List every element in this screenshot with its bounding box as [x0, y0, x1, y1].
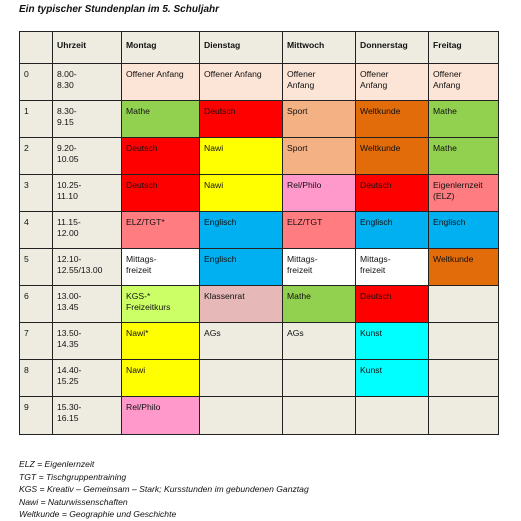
cell-wednesday: Rel/Philo — [283, 175, 356, 212]
period-number: 5 — [20, 249, 53, 286]
period-number: 9 — [20, 397, 53, 435]
cell-wednesday: AGs — [283, 323, 356, 360]
cell-wednesday: ELZ/TGT — [283, 212, 356, 249]
page-title: Ein typischer Stundenplan im 5. Schuljahr — [19, 4, 220, 15]
cell-wednesday — [283, 397, 356, 435]
cell-monday: Deutsch — [122, 175, 200, 212]
cell-friday: Weltkunde — [429, 249, 499, 286]
cell-tuesday: Englisch — [200, 212, 283, 249]
period-time: 10.25- 11.10 — [53, 175, 122, 212]
cell-friday — [429, 397, 499, 435]
legend-item: ELZ = Eigenlernzeit — [19, 459, 95, 469]
table-row — [20, 138, 499, 175]
cell-friday: Offener Anfang — [429, 64, 499, 101]
period-number: 8 — [20, 360, 53, 397]
cell-wednesday: Mittags- freizeit — [283, 249, 356, 286]
table-row — [20, 101, 499, 138]
period-time: 8.00- 8.30 — [53, 64, 122, 101]
cell-friday: Englisch — [429, 212, 499, 249]
cell-thursday: Kunst — [356, 360, 429, 397]
table-row — [20, 175, 499, 212]
cell-wednesday: Sport — [283, 138, 356, 175]
period-time: 15.30- 16.15 — [53, 397, 122, 435]
cell-tuesday: Klassenrat — [200, 286, 283, 323]
cell-monday: Nawi — [122, 360, 200, 397]
cell-tuesday: AGs — [200, 323, 283, 360]
table-row — [20, 249, 499, 286]
cell-thursday: Kunst — [356, 323, 429, 360]
period-time: 12.10- 12.55/13.00 — [53, 249, 122, 286]
cell-tuesday: Deutsch — [200, 101, 283, 138]
period-time: 14.40- 15.25 — [53, 360, 122, 397]
table-row — [20, 64, 499, 101]
cell-monday: Rel/Philo — [122, 397, 200, 435]
cell-wednesday: Sport — [283, 101, 356, 138]
period-time: 11.15- 12.00 — [53, 212, 122, 249]
period-number: 6 — [20, 286, 53, 323]
table-row — [20, 323, 499, 360]
header-time: Uhrzeit — [53, 32, 122, 64]
period-time: 8.30- 9.15 — [53, 101, 122, 138]
period-number: 1 — [20, 101, 53, 138]
cell-tuesday: Englisch — [200, 249, 283, 286]
period-number: 3 — [20, 175, 53, 212]
header-row — [20, 32, 499, 64]
cell-thursday: Deutsch — [356, 286, 429, 323]
header-wednesday: Mittwoch — [283, 32, 356, 64]
legend-item: Nawi = Naturwissenschaften — [19, 496, 128, 507]
cell-friday — [429, 286, 499, 323]
legend — [19, 458, 309, 521]
table-row — [20, 397, 499, 435]
cell-friday — [429, 360, 499, 397]
period-time: 13.50- 14.35 — [53, 323, 122, 360]
cell-tuesday — [200, 397, 283, 435]
cell-tuesday: Nawi — [200, 175, 283, 212]
table-row — [20, 286, 499, 323]
cell-monday: Nawi* — [122, 323, 200, 360]
cell-monday: Offener Anfang — [122, 64, 200, 101]
cell-thursday: Weltkunde — [356, 101, 429, 138]
cell-thursday: Englisch — [356, 212, 429, 249]
cell-thursday: Weltkunde — [356, 138, 429, 175]
cell-monday: ELZ/TGT* — [122, 212, 200, 249]
period-number: 4 — [20, 212, 53, 249]
period-number: 2 — [20, 138, 53, 175]
cell-wednesday: Mathe — [283, 286, 356, 323]
timetable — [19, 31, 499, 435]
cell-friday: Mathe — [429, 101, 499, 138]
cell-wednesday — [283, 360, 356, 397]
header-friday: Freitag — [429, 32, 499, 64]
header-monday: Montag — [122, 32, 200, 64]
cell-thursday: Deutsch — [356, 175, 429, 212]
cell-monday: Mittags- freizeit — [122, 249, 200, 286]
cell-friday: Eigenlernzeit (ELZ) — [429, 175, 499, 212]
cell-friday — [429, 323, 499, 360]
period-time: 13.00- 13.45 — [53, 286, 122, 323]
period-time: 9.20- 10.05 — [53, 138, 122, 175]
cell-thursday: Offener Anfang — [356, 64, 429, 101]
legend-item: KGS = Kreativ – Gemeinsam – Stark; Kursstunden im gebundenen Ganztag — [19, 484, 309, 495]
cell-thursday — [356, 397, 429, 435]
header-thursday: Donnerstag — [356, 32, 429, 64]
table-row — [20, 360, 499, 397]
cell-tuesday: Offener Anfang — [200, 64, 283, 101]
legend-item: TGT = Tischgruppentraining — [19, 471, 127, 482]
header-tuesday: Dienstag — [200, 32, 283, 64]
cell-monday: Deutsch — [122, 138, 200, 175]
period-number: 0 — [20, 64, 53, 101]
legend-item: Weltkunde = Geographie und Geschichte — [19, 509, 177, 520]
cell-tuesday — [200, 360, 283, 397]
cell-monday: KGS-* Freizeitkurs — [122, 286, 200, 323]
period-number: 7 — [20, 323, 53, 360]
table-row — [20, 212, 499, 249]
cell-monday: Mathe — [122, 101, 200, 138]
cell-wednesday: Offener Anfang — [283, 64, 356, 101]
cell-friday: Mathe — [429, 138, 499, 175]
cell-thursday: Mittags- freizeit — [356, 249, 429, 286]
header-nr — [20, 32, 53, 64]
cell-tuesday: Nawi — [200, 138, 283, 175]
